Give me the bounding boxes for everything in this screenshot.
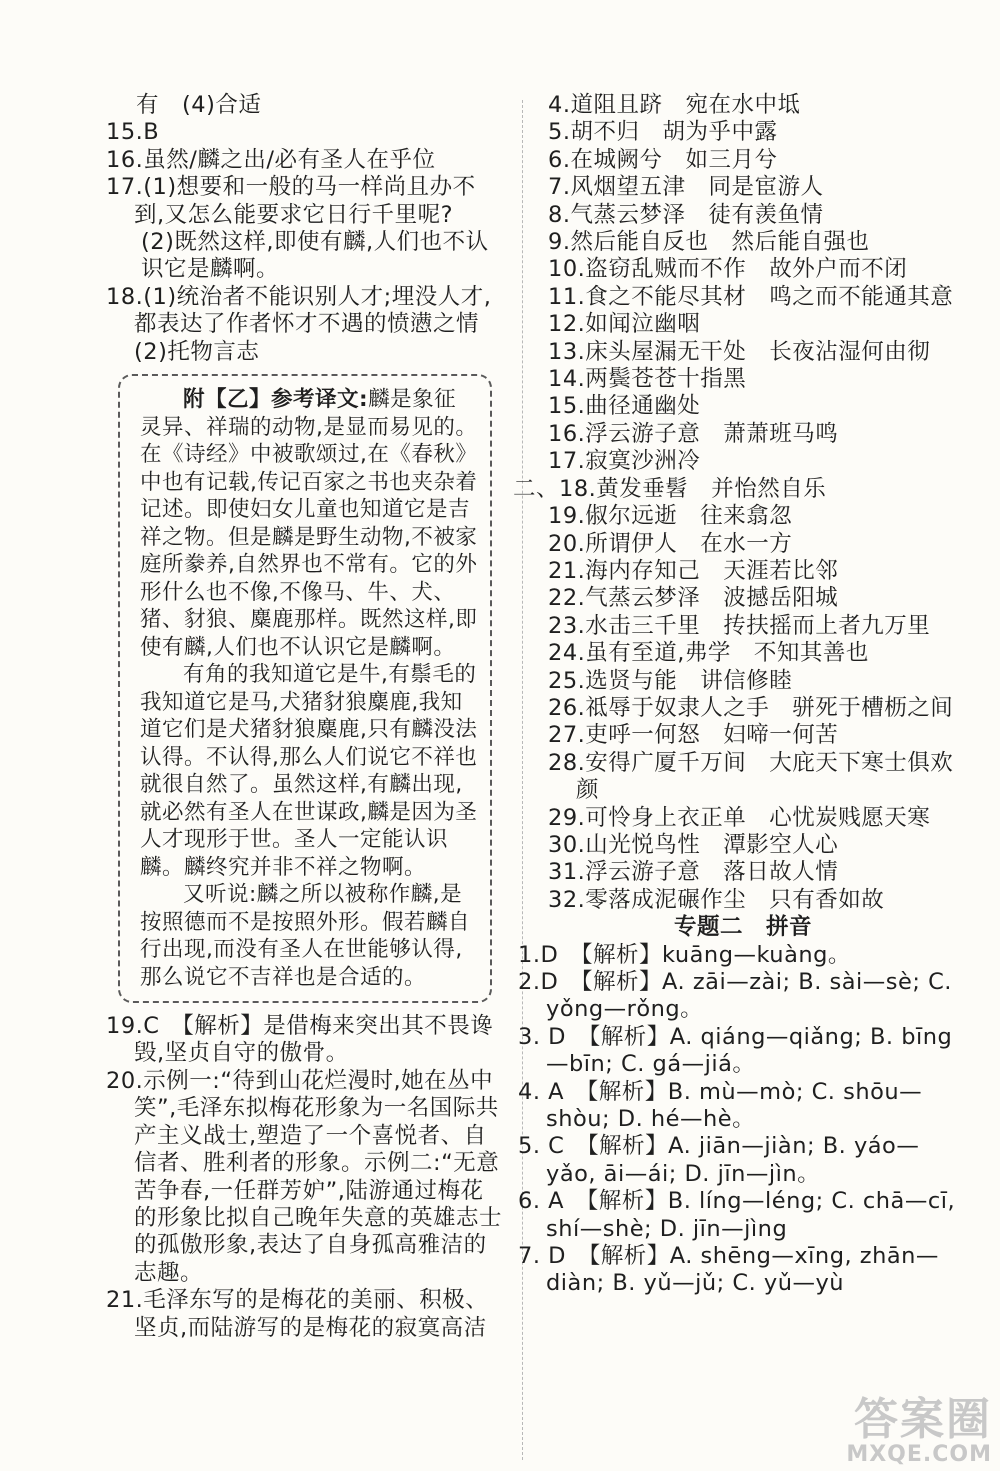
list-item: 31.浮云游子意 落日故人情 (548, 859, 839, 886)
list-item: 24.虽有至道,弗学 不知其善也 (548, 640, 869, 667)
left-column (106, 92, 506, 1342)
list-item: 10.盗窃乱贼而不作 故外户而不闭 (548, 256, 908, 283)
translation-para-2: 有角的我知道它是牛,有鬃毛的我知道它是马,犬猪豺狼麋鹿,我知道它们是犬猪豺狼麋鹿,只有麟没法认得。不认得,那么人们说它不祥也就很自然了。虽然这样,有麟出现,就必然有圣人在世谋政,麟是因为圣人才现形于世。圣人一定能认识麟。麟终究并非不祥之物啊。 (140, 662, 478, 880)
list-item: 二、18.黄发垂髫 并怡然自乐 (513, 475, 827, 502)
watermark-logo (846, 1394, 992, 1467)
list-item: 6.在城阙兮 如三月兮 (548, 146, 778, 173)
list-item: 14.两鬓苍苍十指黑 (548, 366, 747, 393)
pinyin-answer: 3. D 【解析】A. qiáng—qiǎng; B. bīng—bīn; C. gá—jiá。 (518, 1023, 953, 1078)
answer-18: 18.(1)统治者不能识别人才;埋没人才,都表达了作者怀才不遇的愤懑之情 (2)托物言志 (106, 283, 503, 365)
list-item: 22.气蒸云梦泽 波撼岳阳城 (548, 585, 839, 612)
list-item: 23.水击三千里 抟扶摇而上者九万里 (548, 612, 931, 639)
list-item: 25.选贤与能 讲信修睦 (548, 667, 793, 694)
answer-20: 20.示例一:“待到山花烂漫时,她在丛中笑”,毛泽东拟梅花形象为一名国际共产主义战士,塑造了一个喜悦者、自信者、胜利者的形象。示例二:“无意苦争春,一任群芳妒”,陆游通过梅花的形象比拟自己晚年失意的英雄志士的孤傲形象,表达了自身孤高雅洁的志趣。 (106, 1067, 503, 1286)
list-item: 9.然后能自反也 然后能自强也 (548, 229, 870, 256)
list-item: 13.床头屋漏无干处 长夜沾湿何由彻 (548, 338, 931, 365)
list-item: 7.风烟望五津 同是宦游人 (548, 174, 824, 201)
list-item: 30.山光悦鸟性 潭影空人心 (548, 831, 839, 858)
pinyin-answer: 7. D 【解析】A. shēng—xīng, zhān—diàn; B. yǔ—jǔ; C. yǔ—yù (518, 1243, 939, 1297)
text-line: 有 (4)合适 (136, 92, 262, 118)
answer-17-part2: (2)既然这样,即使有麟,人们也不认识它是麟啊。 (141, 229, 489, 283)
pinyin-answer: 6. A 【解析】B. líng—léng; C. chā—cī, shí—shè; D. jīn—jìng (518, 1188, 956, 1242)
right-column (513, 92, 958, 1298)
list-item: 4.道阻且跻 宛在水中坻 (548, 92, 801, 118)
list-item: 29.可怜身上衣正单 心忧炭贱愿天寒 (548, 804, 931, 831)
watermark-url: MXQE.COM (846, 1442, 992, 1467)
list-item: 32.零落成泥碾作尘 只有香如故 (548, 886, 885, 913)
list-item: 28.安得广厦千万间 大庇天下寒士俱欢颜 (548, 749, 954, 804)
list-item: 5.胡不归 胡为乎中露 (548, 119, 778, 146)
list-item: 27.吏呼一何怒 妇啼一何苦 (548, 722, 839, 749)
text-line: 16.虽然/麟之出/必有圣人在乎位 (106, 146, 436, 173)
list-item: 12.如闻泣幽咽 (548, 311, 701, 338)
list-item: 15.曲径通幽处 (548, 393, 701, 420)
list-item: 8.气蒸云梦泽 徒有羡鱼情 (548, 201, 824, 228)
translation-box (118, 374, 492, 1003)
list-item: 16.浮云游子意 萧萧班马鸣 (548, 420, 839, 447)
watermark-text: 答案圈 (854, 1394, 992, 1445)
pinyin-answer: 1.D 【解析】kuāng—kuàng。 (518, 941, 851, 968)
pinyin-answer: 4. A 【解析】B. mù—mò; C. shōu—shòu; D. hé—hè。 (518, 1078, 923, 1133)
list-item: 26.祗辱于奴隶人之手 骈死于槽枥之间 (548, 694, 954, 721)
section-title: 专题二 拼音 (673, 914, 812, 941)
answer-21: 21.毛泽东写的是梅花的美丽、积极、坚贞,而陆游写的是梅花的寂寞高洁 (106, 1287, 489, 1341)
list-item: 20.所谓伊人 在水一方 (548, 530, 793, 557)
pinyin-answer: 5. C 【解析】A. jiān—jiàn; B. yáo—yǎo, āi—ái; D. jīn—jìn。 (518, 1133, 920, 1187)
answer-19: 19.C 【解析】是借梅来突出其不畏谗毁,坚贞自守的傲骨。 (106, 1013, 494, 1067)
translation-heading: 附【乙】参考译文: (183, 387, 369, 413)
answer-17-part1: 17.(1)想要和一般的马一样尚且办不到,又怎么能要求它日行千里呢? (106, 174, 476, 228)
translation-para-1: 附【乙】参考译文:麟是象征灵异、祥瑞的动物,是显而易见的。在《诗经》中被歌颂过,在《春秋》中也有记载,传记百家之书也夹杂着记述。即使妇女儿童也知道它是吉祥之物。但是麟是野生动物,不被家庭所豢养,自然界也不常有。它的外形什么也不像,不像马、牛、犬、猪、豺狼、麋鹿那样。既然这样,即使有麟,人们也不认识它是麟啊。 (140, 387, 478, 660)
pinyin-answer: 2.D 【解析】A. zāi—zài; B. sài—sè; C. yǒng—rǒng。 (518, 969, 952, 1023)
list-item: 17.寂寞沙洲冷 (548, 448, 701, 475)
translation-para-3: 又听说:麟之所以被称作麟,是按照德而不是按照外形。假若麟自行出现,而没有圣人在世能够认得,那么说它不吉祥也是合适的。 (140, 882, 471, 990)
text-line: 15.B (106, 119, 160, 146)
list-item: 11.食之不能尽其材 鸣之而不能通其意 (548, 283, 954, 310)
list-item: 21.海内存知己 天涯若比邻 (548, 557, 839, 584)
list-item: 19.俶尔远逝 往来翕忽 (548, 503, 793, 530)
